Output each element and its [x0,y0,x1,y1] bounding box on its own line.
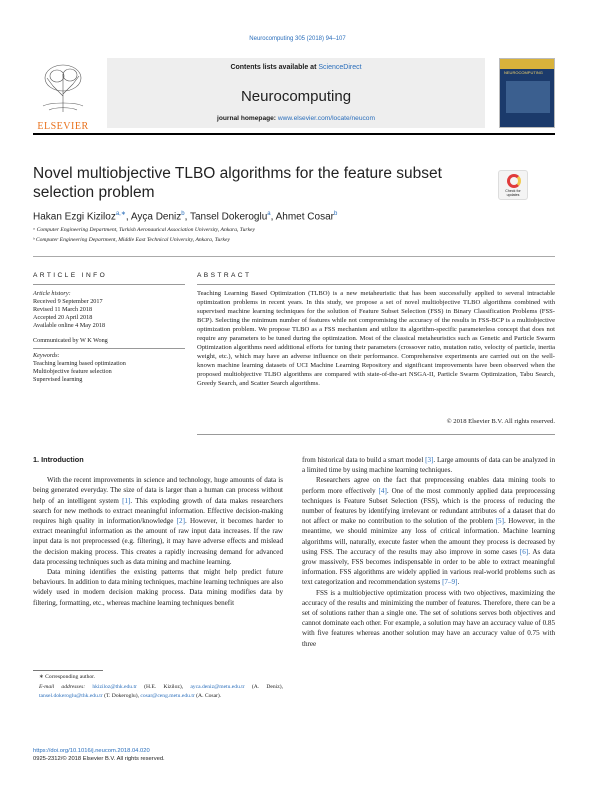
author-affiliation-mark[interactable]: b [181,211,185,217]
text-run: . As data grow massively, FSS becomes indispensable in order to be able to extract meaningful information. FSS algorithms are widely applied in various real-world problems such as text categorization and recommendation systems [302,547,555,587]
abstract-text: Teaching Learning Based Optimization (TLBO) is a new metaheuristic that has been successfully applied to several intractable optimization problems in recent years. In this study, we propose a set of novel multiobjective TLBO algorithms combined with supervised machine learning techniques for the solution of Feature Subset Selection (FSS) in Binary Classification Problems (FSS-BCP). Selecting the minimum number of features while not compromising the accuracy of the results in FSS-BCP is a multiobjective optimization problem. We propose TLBO as a FSS mechanism and utilize its algorithm-specific parameterless concept that does not require any parameters to be tuned during the optimization. Most of the classical metaheuristics such as Genetic and Particle Swarm Optimization algorithms need additional efforts for tuning their parameters (crossover ratio, mutation ratio, velocity of particle, inertia weight, etc.), which may have an adverse influence on their performance. Comprehensive experiments are carried out on the well-known machine learning datasets of UCI Machine Learning Repository and significant improvements have been observed when the proposed multiobjective TLBO algorithms are compared with state-of-the-art NSGA-II, Particle Swarm Optimization, Tabu Search, Greedy Search, and Scatter Search algorithms. [197,290,555,387]
doi-link[interactable]: https://doi.org/10.1016/j.neucom.2018.04.020 [33,748,150,754]
crossmark-label: Check for updates [505,189,521,197]
elsevier-wordmark: ELSEVIER [37,121,89,132]
author-name[interactable]: Ayça Deniz [130,211,182,223]
paragraph [302,588,555,649]
affiliation-a: ᵃ Computer Engineering Department, Turkish Aeronautical Association University, Ankara, Turkey [33,227,256,233]
elsevier-logo[interactable] [33,60,93,132]
reference-link[interactable]: [1] [122,496,131,505]
email-link[interactable]: tansel.dokeroglu@thk.edu.tr [39,693,103,700]
contents-line [107,64,485,71]
email-owner: (T. Dokeroglu), [102,693,141,700]
elsevier-tree-icon [39,62,87,114]
keyword-item: Teaching learning based optimization [33,360,126,367]
text-run: . This exploding growth of data makes researchers search for new methods to extract meaningful information. Effective decision-making requires high quality in information/knowledge [33,496,283,526]
email-owner: (H.E. Kiziloz), [136,683,191,690]
homepage-link[interactable]: www.elsevier.com/locate/neucom [277,115,375,122]
abstract-bottom-rule [197,434,555,435]
article-title: Novel multiobjective TLBO algorithms for the feature subset selection problem [33,165,442,201]
paragraph [302,455,555,475]
cover-title: NEUROCOMPUTING [504,70,543,75]
keywords-label: Keywords: [33,352,60,359]
author-affiliation-mark[interactable]: b [333,211,338,217]
journal-citation[interactable]: Neurocomputing 305 (2018) 94–107 [249,36,346,42]
paragraph [33,567,283,608]
reference-link[interactable]: [6] [519,547,529,556]
text-run: . However, in the meantime, we should minimize any loss of critical information. Machine learning algorithms will, naturally, execute faster when the amount they process is decreased by using FSS. The accuracy of the results may also improve in some cases [302,517,555,556]
text-run: . [457,578,460,587]
reference-link[interactable]: [5] [495,517,504,526]
journal-name: Neurocomputing [240,88,352,105]
article-info-heading: ARTICLE INFO [33,272,108,279]
cover-band [500,59,554,69]
email-owner: (A. Deniz), [244,683,283,690]
issn-line: 0925-2312/© 2018 Elsevier B.V. All rights reserved. [33,756,165,762]
title-rule [33,256,555,257]
article-info-rule [33,284,185,285]
text-run: . Large amounts of data can be analyzed in a limited time by using machine learning techniques. [302,456,555,475]
article-history [33,290,185,330]
text-run: . However, it becomes harder to extract meaningful information as the amount of raw input data increases. If the raw input data is not preprocessed (e.g. filtering), it may have adverse effects and mislead the decision making process. This creates a rapidly increasing demand for advanced data processing techniques such as data mining and machine learning. [33,517,283,566]
author-affiliation-mark[interactable]: a [267,211,271,217]
contents-prefix: Contents lists available at [230,64,319,71]
section-heading: 1. Introduction [33,455,84,464]
body-column-left [33,455,283,608]
header-rule [33,133,555,135]
journal-cover-image[interactable] [499,58,555,128]
paragraph [302,475,555,587]
copyright-line: © 2018 Elsevier B.V. All rights reserved. [446,418,555,425]
history-accepted: Accepted 20 April 2018 [33,314,93,321]
affiliation-b: ᵇ Computer Engineering Department, Middle East Technical University, Ankara, Turkey [33,237,230,243]
footnote-rule [33,670,103,671]
history-label: Article history: [33,290,71,297]
text-run: With the recent improvements in science and technology, huge amounts of data is being generated everyday. The size of data is larger than a human can process without help of an intelligent system [33,476,283,505]
text-run: from historical data to build a smart model [302,456,426,464]
reference-link[interactable]: [7–9] [442,578,458,587]
author-name[interactable]: Tansel Dokeroglu [190,211,268,223]
history-revised: Revised 11 March 2018 [33,306,93,313]
paragraph [33,475,283,567]
article-footer [33,747,165,763]
abstract-heading: ABSTRACT [197,272,252,279]
email-link[interactable]: ayca.deniz@metu.edu.tr [190,683,245,690]
keywords [33,352,185,384]
history-online: Available online 4 May 2018 [33,322,106,329]
reference-link[interactable]: [3] [425,456,434,464]
sciencedirect-link[interactable]: ScienceDirect [318,64,362,71]
communicated-by: Communicated by W K Wong [33,337,108,344]
reference-link[interactable]: [2] [176,517,185,526]
author-name[interactable]: Hakan Ezgi Kiziloz [33,211,116,223]
keyword-item: Multiobjective feature selection [33,368,112,375]
reference-link[interactable]: [4] [378,486,387,495]
info-divider [33,348,185,349]
crossmark-icon [507,174,521,188]
email-owner: (A. Cosar). [194,693,222,700]
homepage-label: journal homepage: [217,115,278,122]
author-name[interactable]: Ahmet Cosar [275,211,334,223]
email-label: E-mail addresses: [39,683,93,690]
email-addresses [33,683,283,702]
text-run: Researchers agree on the fact that preprocessing enables data mining tools to perform more effectively [302,476,555,495]
text-run: Data mining identifies the existing patterns that might help predict future behaviours. In addition to data mining techniques, machine learning techniques are also widely used in modern decision making process. Data mining modifies data by filtering, formatting, etc., whereas machine learning techniques benefit [33,568,283,607]
history-received: Received 9 September 2017 [33,298,103,305]
body-column-right [302,455,555,649]
cover-figure [506,81,550,113]
corresponding-author-note: ∗ Corresponding author. [39,674,96,680]
check-for-updates-badge[interactable] [498,170,528,200]
keyword-item: Supervised learning [33,376,83,383]
author-list: Hakan Ezgi Kiziloz$^{a,∗}$, Ayça Deniz$^b$, Tansel Dokeroglu$^a$, Ahmet Cosar$^b$ [33,211,338,223]
journal-homepage [107,115,485,122]
footnote [33,673,283,702]
abstract-rule [197,284,555,285]
text-run: . One of the most commonly applied data preprocessing techniques is Feature Subset Selection (FSS), which is the process of reducing the number of features by identifying irrelevant or redundant attributes of a dataset that do not affect or make no contribution to the solution of the problem [302,486,555,526]
email-link[interactable]: cosar@ceng.metu.edu.tr [140,693,195,700]
text-run: FSS is a multiobjective optimization process with two objectives, maximizing the accuracy of the results and minimizing the number of features. Therefore, there can be a set of solutions rather than a single one. The set of solutions serves both objectives and cannot dominate each other. For example, a solution may have an accuracy value of 0.85 with five features whereas another solution may have an accuracy value of 0.75 with three [302,588,555,648]
journal-header-box [107,58,485,128]
author-affiliation-mark[interactable]: a,∗ [115,211,126,217]
email-link[interactable]: hkiziloz@thk.edu.tr [92,683,137,690]
